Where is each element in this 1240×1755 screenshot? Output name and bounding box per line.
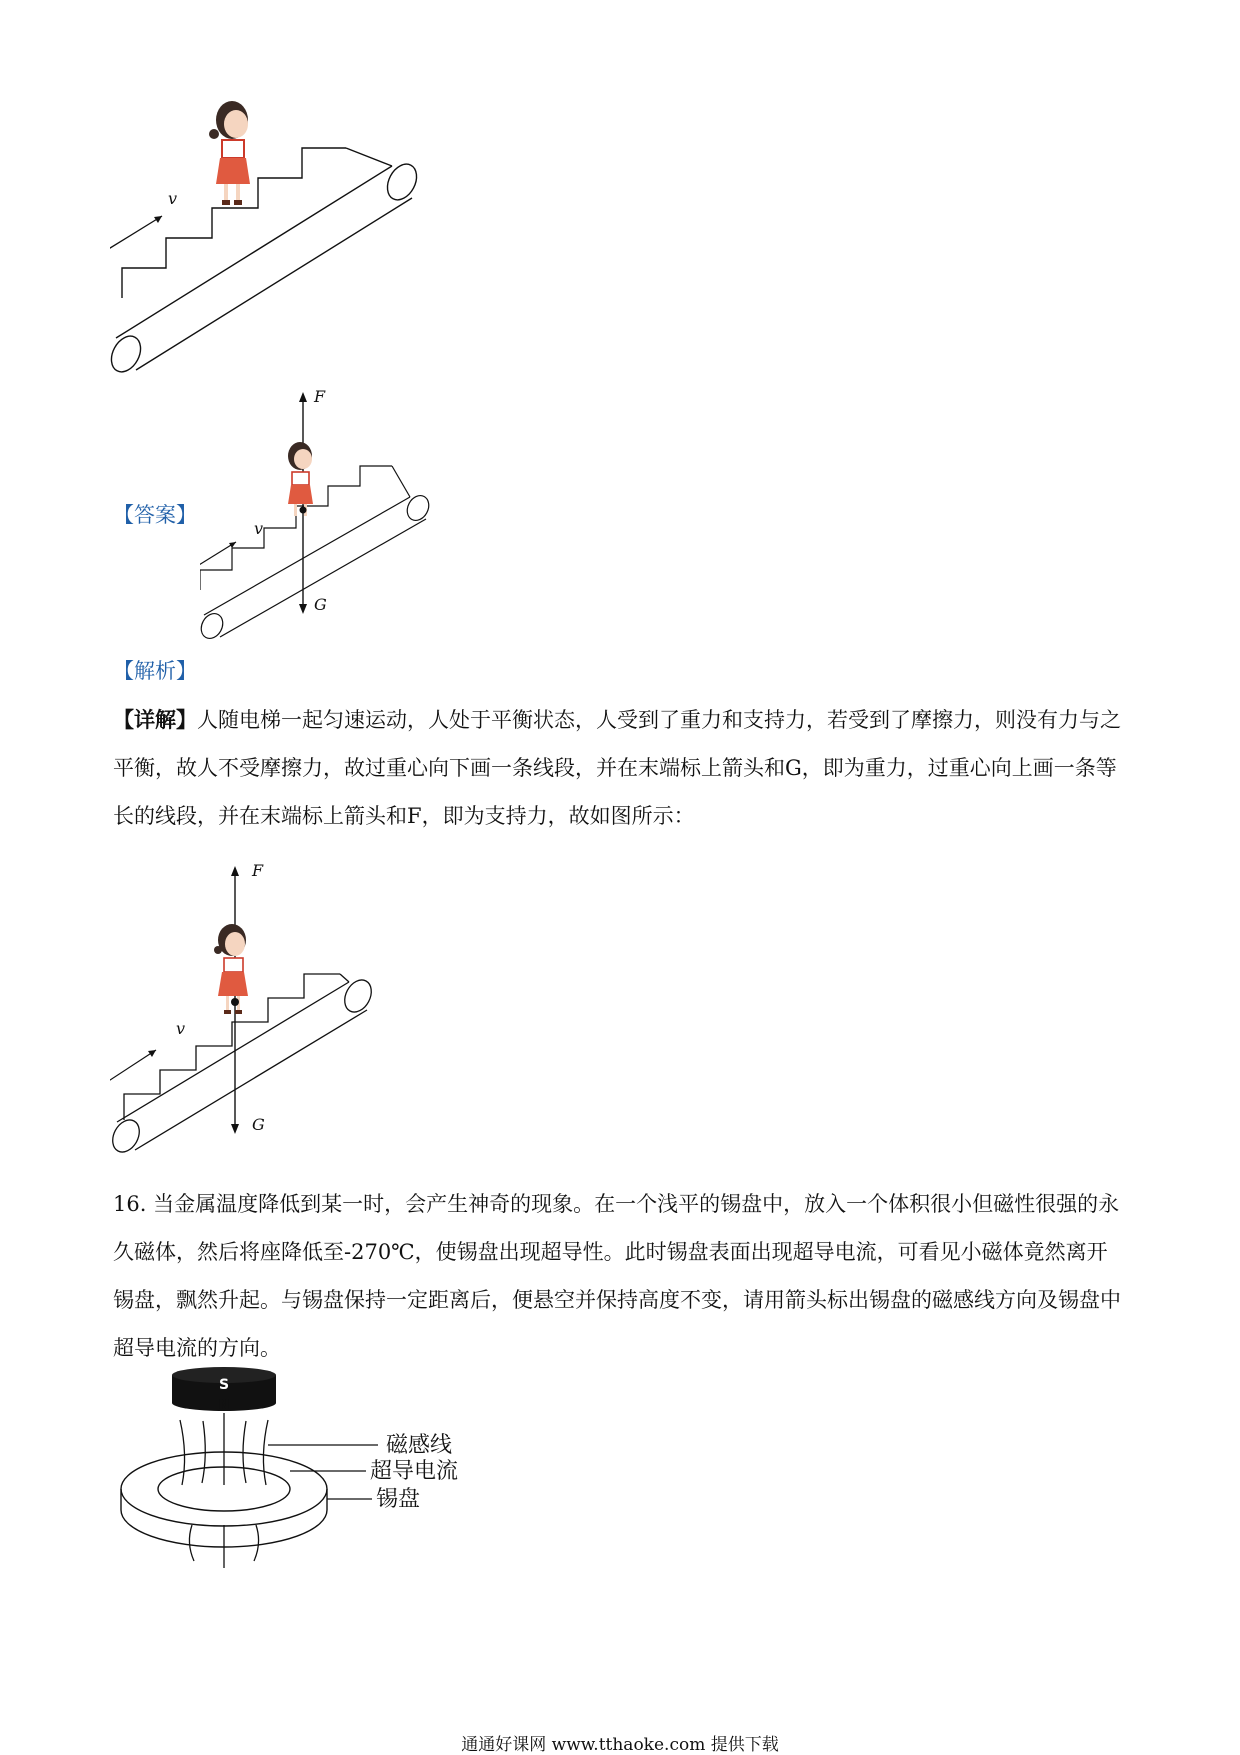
detail-text: 人随电梯一起匀速运动，人处于平衡状态，人受到了重力和支持力，若受到了摩擦力，则没有力与之平衡，故人不受摩擦力，故过重心向下画一条线段，并在末端标上箭头和G，即为重力，过重心向上画一条等长的线段，并在末端标上箭头和F，即为支持力，故如图所示： — [113, 708, 1121, 828]
svg-text:v: v — [254, 519, 264, 538]
girl-figure — [288, 442, 313, 516]
escalator-figure-detail — [110, 862, 390, 1162]
answer-tag: 【答案】 — [113, 503, 197, 527]
page-footer: 通通好课网 www.tthaoke.com 提供下载 — [461, 1735, 779, 1755]
center-of-gravity-dot — [231, 998, 239, 1006]
label-disk: 锡盘 — [376, 1487, 421, 1512]
svg-text:F: F — [314, 390, 326, 406]
velocity-arrow — [110, 1019, 185, 1084]
svg-text:G: G — [252, 1115, 265, 1134]
label-current: 超导电流 — [370, 1459, 459, 1484]
analysis-tag: 【解析】 — [113, 659, 197, 683]
gravity-force-arrow — [299, 510, 327, 614]
magnet-pole-s: S — [218, 1377, 230, 1393]
svg-text:F: F — [252, 862, 264, 880]
permanent-magnet — [172, 1367, 276, 1413]
magnet-pole-n: N — [218, 1398, 230, 1413]
svg-text:G: G — [314, 595, 327, 614]
detail-tag: 【详解】 — [113, 708, 197, 732]
detail-paragraph — [113, 696, 1123, 840]
girl-figure — [214, 924, 248, 1014]
question-text: 当金属温度降低到某一时，会产生神奇的现象。在一个浅平的锡盘中，放入一个体积很小但磁性很强的永久磁体，然后将座降低至-270℃，使锡盘出现超导性。此时锡盘表面出现超导电流，可看见小磁体竟然离开锡盘，飘然升起。与锡盘保持一定距离后，便悬空并保持高度不变，请用箭头标出锡盘的磁感线方向及锡盘中超导电流的方向。 — [113, 1192, 1121, 1360]
label-field-lines: 磁感线 — [386, 1433, 453, 1458]
escalator-figure-question — [110, 100, 430, 380]
center-of-gravity-dot — [300, 507, 307, 514]
question-number: 16. — [113, 1192, 147, 1216]
magnet-disk-figure — [108, 1365, 488, 1575]
velocity-arrow — [110, 189, 177, 253]
girl-figure — [209, 101, 250, 205]
escalator-figure-answer — [200, 390, 430, 650]
svg-text:v: v — [176, 1019, 186, 1038]
question-16-paragraph — [113, 1180, 1123, 1372]
svg-text:v: v — [168, 189, 178, 208]
